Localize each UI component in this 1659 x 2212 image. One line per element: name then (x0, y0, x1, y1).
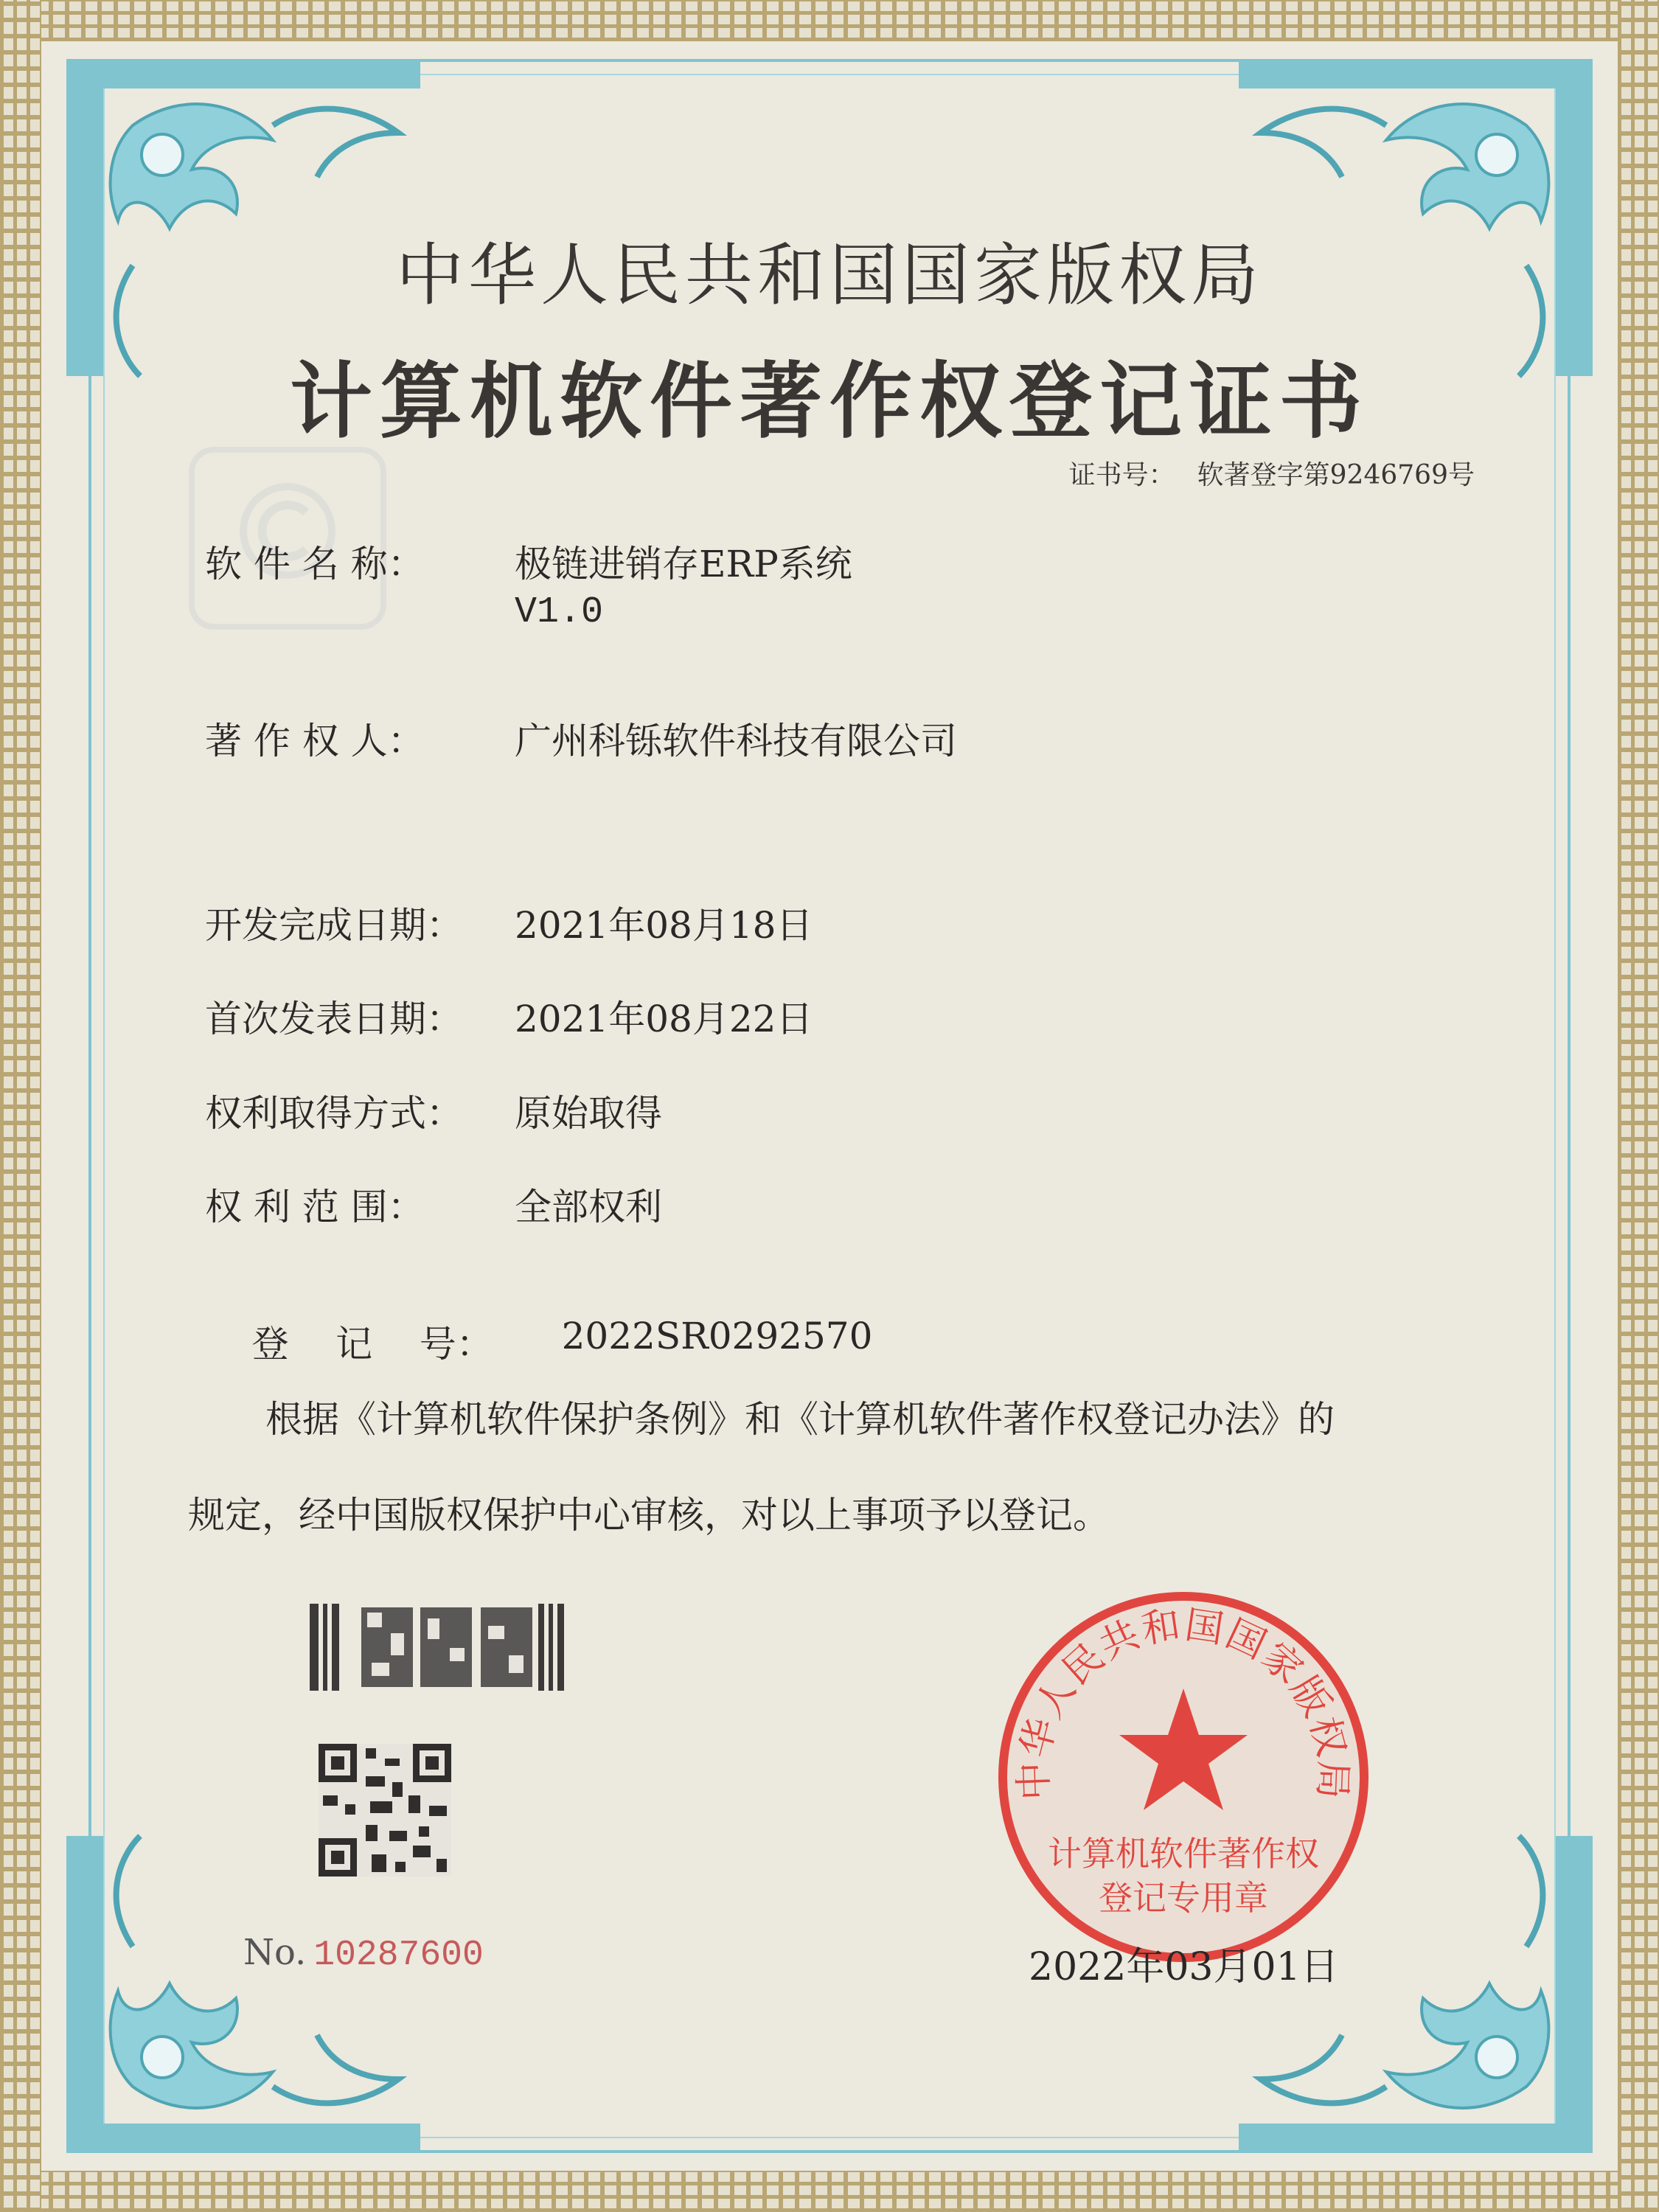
completion-date-row (205, 896, 813, 949)
seal-outer-text: 中华人民共和国国家版权局 (1012, 1602, 1355, 1801)
statement-line-2: 规定，经中国版权保护中心审核，对以上事项予以登记。 (188, 1494, 1110, 1537)
seal-inner-line-1: 计算机软件著作权 (1048, 1834, 1319, 1874)
border-pattern-right (1618, 0, 1659, 2212)
software-name-label: 软 件 名 称： (205, 543, 425, 585)
registration-number-label: 登 记 号： (251, 1323, 493, 1366)
rights-scope-row (205, 1178, 662, 1231)
completion-date-value: 2021年08月18日 (515, 904, 813, 947)
serial-number (243, 1932, 484, 1975)
official-seal-icon (992, 1585, 1375, 1969)
copyright-owner-row (205, 712, 957, 765)
qr-code-icon (319, 1744, 451, 1877)
registration-number-value: 2022SR0292570 (561, 1315, 873, 1357)
border-pattern-bottom (0, 2171, 1659, 2212)
copyright-owner-label: 著 作 权 人： (205, 720, 425, 762)
software-name-value (515, 535, 852, 633)
rights-scope-label: 权 利 范 围： (205, 1186, 425, 1228)
completion-date-label: 开发完成日期： (205, 904, 463, 947)
certificate-number-value: 软著登字第9246769号 (1197, 460, 1475, 490)
certificate-number (1047, 454, 1475, 492)
acquisition-method-value: 原始取得 (515, 1092, 662, 1135)
publication-date-label: 首次发表日期： (205, 998, 463, 1040)
software-name-line1: 极链进销存ERP系统 (515, 543, 852, 585)
serial-number-value: 10287600 (313, 1935, 484, 1975)
registration-number-row (205, 1272, 872, 1411)
border-pattern-left (0, 0, 41, 2212)
statement-line-1: 根据《计算机软件保护条例》和《计算机软件著作权登记办法》的 (265, 1398, 1335, 1441)
acquisition-method-row (205, 1084, 662, 1137)
serial-prefix: No. (243, 1932, 307, 1973)
software-name-row (205, 535, 852, 633)
certificate-number-label: 证书号： (1068, 460, 1175, 490)
barcode-icon (310, 1604, 564, 1691)
publication-date-row (205, 990, 813, 1043)
issuing-authority-title: 中华人民共和国国家版权局 (395, 236, 1263, 315)
border-pattern-top (0, 0, 1659, 41)
publication-date-value: 2021年08月22日 (515, 998, 813, 1040)
rights-scope-value: 全部权利 (515, 1186, 662, 1228)
software-version: V1.0 (515, 591, 604, 633)
copyright-owner-value: 广州科铄软件科技有限公司 (515, 720, 957, 762)
issue-date: 2022年03月01日 (1029, 1945, 1339, 1989)
certificate-title: 计算机软件著作权登记证书 (290, 353, 1369, 450)
acquisition-method-label: 权利取得方式： (205, 1092, 463, 1135)
seal-inner-line-2: 登记专用章 (1099, 1878, 1268, 1918)
